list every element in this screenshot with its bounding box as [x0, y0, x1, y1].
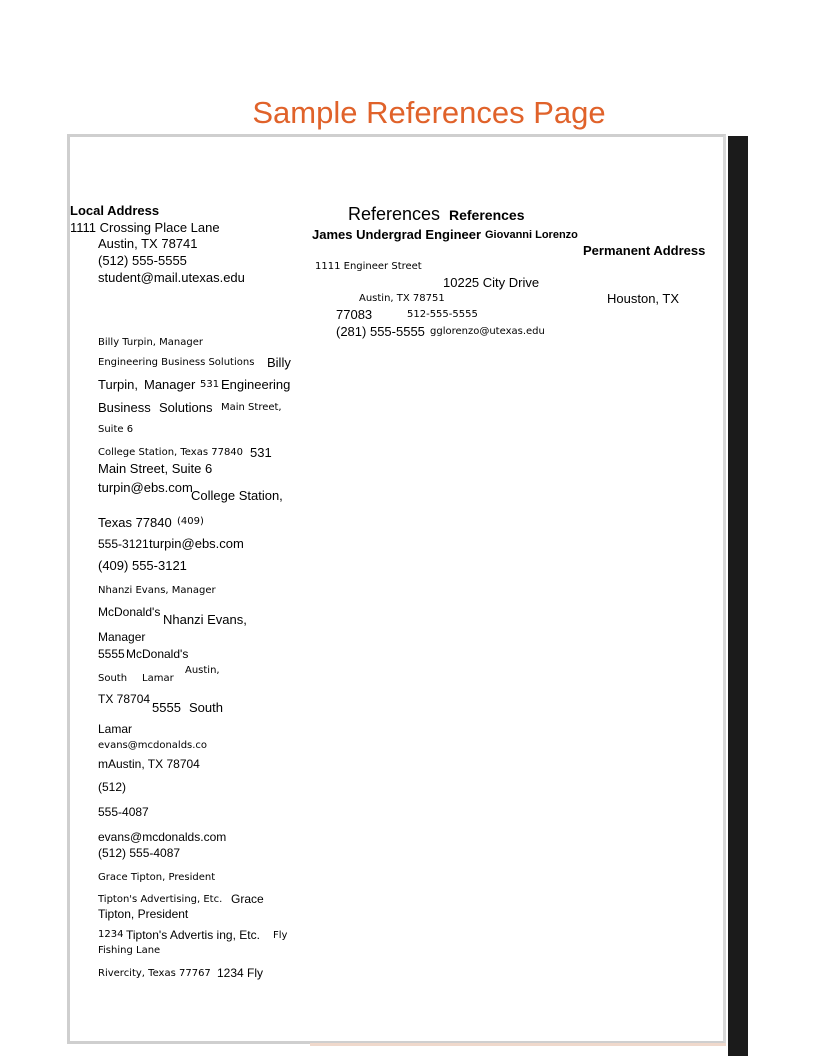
- grace-line-2b: Grace: [231, 892, 264, 906]
- nhanzi-line-9b: Austin, TX 78704: [108, 757, 200, 771]
- nhanzi-line-7: Lamar: [98, 722, 133, 736]
- nhanzi-line-13: (512) 555-4087: [98, 846, 181, 860]
- frame-bottom-accent: [310, 1043, 726, 1046]
- phone-small: 512-555-5555: [407, 309, 478, 320]
- nhanzi-line-12: evans@mcdonalds.com: [98, 830, 227, 844]
- billy-line-6a: College Station, Texas 77840: [98, 447, 244, 458]
- references-heading-b: References: [449, 207, 525, 223]
- houston: Houston, TX: [607, 291, 680, 306]
- nhanzi-line-5a: South: [98, 673, 128, 684]
- nhanzi-line-2a: McDonald's: [98, 605, 161, 619]
- nhanzi-line-3: Manager: [98, 630, 146, 644]
- billy-line-10b: turpin@ebs.com: [149, 536, 244, 551]
- billy-line-9b: (409): [177, 516, 204, 527]
- grace-line-4a: 1234: [98, 929, 124, 940]
- local-address-heading: Local Address: [70, 203, 160, 218]
- grace-line-4b: Tipton's Advertis ing, Etc.: [126, 928, 260, 942]
- nhanzi-line-6a: TX 78704: [98, 692, 151, 706]
- local-email: student@mail.utexas.edu: [98, 270, 245, 285]
- grace-line-6a: Rivercity, Texas 77767: [98, 968, 211, 979]
- reference-name: Giovanni Lorenzo: [485, 229, 578, 241]
- grace-line-6b: 1234 Fly: [217, 966, 264, 980]
- nhanzi-line-8: evans@mcdonalds.co: [98, 740, 208, 751]
- billy-line-4a: Business: [98, 400, 151, 415]
- billy-line-8b: College Station,: [191, 488, 283, 503]
- austin-small: Austin, TX 78751: [359, 293, 445, 304]
- zip: 77083: [336, 307, 373, 322]
- billy-line-2a: Engineering Business Solutions: [98, 357, 255, 368]
- billy-line-3d: Engineering: [221, 377, 291, 392]
- permanent-address-heading: Permanent Address: [583, 243, 706, 258]
- nhanzi-line-5c: Austin,: [185, 665, 220, 676]
- nhanzi-line-9a: m: [98, 757, 108, 771]
- billy-line-8a: turpin@ebs.com: [98, 480, 193, 495]
- local-street: 1111 Crossing Place Lane: [70, 220, 220, 235]
- references-heading-a: References: [348, 204, 441, 224]
- billy-line-4b: Solutions: [159, 400, 213, 415]
- billy-line-4c: Main Street,: [221, 402, 282, 413]
- nhanzi-line-2b: Nhanzi Evans,: [163, 612, 247, 627]
- billy-line-11: (409) 555-3121: [98, 558, 187, 573]
- page-edge-bar: [728, 136, 748, 1056]
- grace-line-5: Fishing Lane: [98, 945, 161, 956]
- nhanzi-line-5b: Lamar: [142, 673, 174, 684]
- billy-line-9a: Texas 77840: [98, 515, 172, 530]
- billy-line-1: Billy Turpin, Manager: [98, 337, 203, 348]
- nhanzi-line-4b: McDonald's: [126, 647, 189, 661]
- billy-line-3a: Turpin,: [98, 377, 138, 392]
- student-name: James Undergrad Engineer: [312, 227, 482, 242]
- nhanzi-line-10: (512): [98, 780, 127, 794]
- city-drive: 10225 City Drive: [443, 275, 540, 290]
- billy-line-10a: 555-3121: [98, 537, 149, 551]
- grace-line-3: Tipton, President: [98, 907, 189, 921]
- phone-281: (281) 555-5555: [336, 324, 425, 339]
- nhanzi-line-6c: South: [189, 700, 223, 715]
- billy-line-2b: Billy: [267, 355, 291, 370]
- billy-line-7: Main Street, Suite 6: [98, 461, 213, 476]
- nhanzi-line-1: Nhanzi Evans, Manager: [98, 585, 216, 596]
- email-small: gglorenzo@utexas.edu: [430, 326, 545, 337]
- nhanzi-line-11: 555-4087: [98, 805, 149, 819]
- street-small: 1111 Engineer Street: [315, 261, 422, 272]
- grace-line-4c: Fly: [273, 930, 288, 941]
- billy-line-5: Suite 6: [98, 424, 134, 435]
- local-city: Austin, TX 78741: [98, 236, 198, 251]
- grace-line-2a: Tipton's Advertising, Etc.: [98, 894, 223, 905]
- billy-line-3b: Manager: [144, 377, 196, 392]
- nhanzi-line-4a: 5555: [98, 647, 125, 661]
- grace-line-1: Grace Tipton, President: [98, 872, 216, 883]
- local-phone: (512) 555-5555: [98, 253, 187, 268]
- page-title: Sample References Page: [252, 95, 606, 130]
- billy-line-3c: 531: [200, 379, 220, 390]
- nhanzi-line-6b: 5555: [152, 700, 181, 715]
- billy-line-6b: 531: [250, 445, 272, 460]
